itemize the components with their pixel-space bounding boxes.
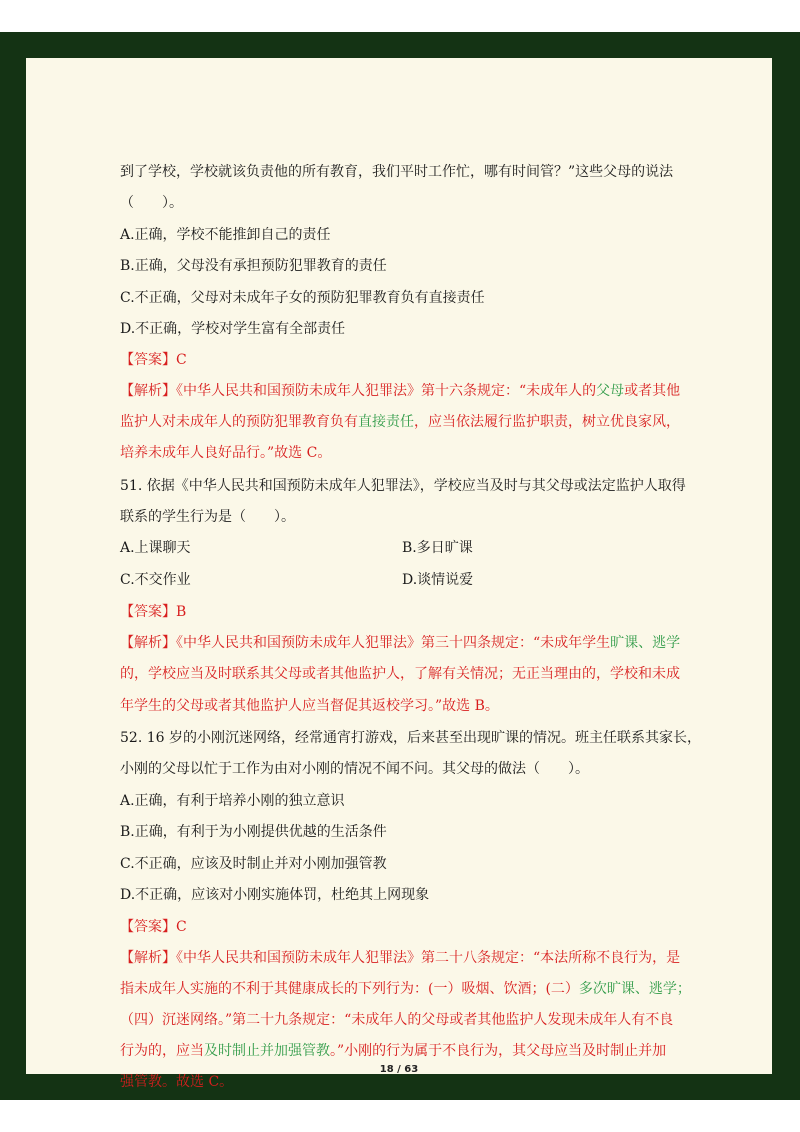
q51-option-a: A.上课聊天: [120, 540, 191, 556]
q51-analysis-line2: 的，学校应当及时联系其父母或者其他监护人，了解有关情况；无正当理由的，学校和未成: [120, 666, 680, 682]
q50-option-c: C.不正确，父母对未成年子女的预防犯罪教育负有直接责任: [120, 290, 485, 306]
q52-stem-line2: 小刚的父母以忙于工作为由对小刚的情况不闻不问。其父母的做法（ ）。: [120, 761, 589, 777]
q50-option-b: B.正确，父母没有承担预防犯罪教育的责任: [120, 258, 387, 274]
q51-option-b: B.多日旷课: [402, 540, 473, 556]
q52-option-d: D.不正确，应该对小刚实施体罚，杜绝其上网现象: [120, 887, 430, 903]
q51-answer: 【答案】B: [120, 604, 187, 620]
q52-analysis-line4: 行为的，应当及时制止并加强管教。”小刚的行为属于不良行为，其父母应当及时制止并加: [120, 1043, 667, 1059]
q51-stem-line1: 51. 依据《中华人民共和国预防未成年人犯罪法》，学校应当及时与其父母或法定监护人取得: [120, 478, 686, 494]
q52-option-c: C.不正确，应该及时制止并对小刚加强管教: [120, 856, 387, 872]
q52-answer: 【答案】C: [120, 919, 187, 935]
q51-stem-line2: 联系的学生行为是（ ）。: [120, 509, 295, 525]
q52-analysis-line2: 指未成年人实施的不利于其健康成长的下列行为：(一）吸烟、饮酒；(二）多次旷课、逃学；: [120, 981, 691, 997]
q51-analysis-line1: 【解析】《中华人民共和国预防未成年人犯罪法》第三十四条规定：“未成年学生旷课、逃学: [120, 635, 681, 651]
q50-option-d: D.不正确，学校对学生富有全部责任: [120, 321, 346, 337]
q52-analysis-line5: 强管教。故选 C。: [120, 1074, 234, 1090]
document-page: [26, 58, 772, 1090]
q51-analysis-line3: 年学生的父母或者其他监护人应当督促其返校学习。”故选 B。: [120, 698, 499, 714]
q52-option-b: B.正确，有利于为小刚提供优越的生活条件: [120, 824, 387, 840]
q51-options-row1: [120, 538, 708, 558]
q51-option-d: D.谈情说爱: [402, 572, 474, 588]
q52-option-a: A.正确，有利于培养小刚的独立意识: [120, 793, 345, 809]
q50-analysis-line2: 监护人对未成年人的预防犯罪教育负有直接责任，应当依法履行监护职责，树立优良家风，: [120, 414, 680, 430]
q50-stem-line2: （ ）。: [120, 195, 183, 211]
page-frame: [0, 32, 800, 1100]
page-number: 18 / 63: [379, 1064, 419, 1075]
q50-analysis-line1: 【解析】《中华人民共和国预防未成年人犯罪法》第十六条规定：“未成年人的父母或者其他: [120, 383, 681, 399]
q52-analysis-line3: （四）沉迷网络。”第二十九条规定：“未成年人的父母或者其他监护人发现未成年人有不良: [120, 1012, 674, 1028]
q51-options-row2: [120, 570, 708, 590]
q50-answer: 【答案】C: [120, 352, 187, 368]
q50-option-a: A.正确，学校不能推卸自己的责任: [120, 227, 331, 243]
q50-analysis-line3: 培养未成年人良好品行。”故选 C。: [120, 445, 332, 461]
q50-stem-line1: 到了学校，学校就该负责他的所有教育，我们平时工作忙，哪有时间管？”这些父母的说法: [120, 164, 674, 180]
q52-analysis-line1: 【解析】《中华人民共和国预防未成年人犯罪法》第二十八条规定：“本法所称不良行为，是: [120, 950, 681, 966]
q51-option-c: C.不交作业: [120, 572, 191, 588]
q52-stem-line1: 52. 16 岁的小刚沉迷网络，经常通宵打游戏，后来甚至出现旷课的情况。班主任联系其家长，: [120, 730, 701, 746]
